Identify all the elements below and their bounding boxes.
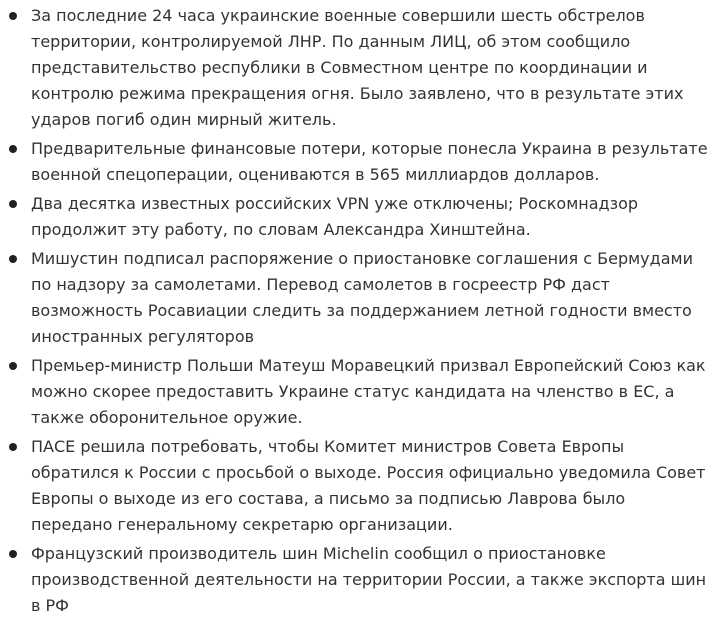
bullet-icon <box>9 255 17 263</box>
list-item <box>0 434 724 538</box>
list-item-text: Два десятка известных российских VPN уже отключены; Роскомнадзор продолжит эту работу, по словам Александра Хинштейна. <box>31 194 639 239</box>
list-item-text: Предварительные финансовые потери, которые понесла Украина в результате военной спецоперации, оцениваются в 565 миллиардов долларов. <box>31 139 708 184</box>
list-item <box>0 3 724 133</box>
bullet-icon <box>9 145 17 153</box>
bullet-icon <box>9 443 17 451</box>
bullet-icon <box>9 200 17 208</box>
bullet-icon <box>9 362 17 370</box>
bullet-icon <box>9 550 17 558</box>
list-item <box>0 136 724 188</box>
list-item-text: За последние 24 часа украинские военные совершили шесть обстрелов территории, контролируемой ЛНР. По данным ЛИЦ, об этом сообщило представительство республики в Совместном центре по координации и контролю режима прекращения огня. Было заявлено, что в результате этих ударов погиб один мирный житель. <box>31 6 684 129</box>
list-item <box>0 246 724 350</box>
list-item <box>0 191 724 243</box>
list-item-text: ПАСЕ решила потребовать, чтобы Комитет министров Совета Европы обратился к России с просьбой о выходе. Россия официально уведомила Совет Европы о выходе из его состава, а письмо за подписью Лаврова было передано генеральному секретарю организации. <box>31 437 706 534</box>
bullet-icon <box>9 12 17 20</box>
news-list <box>0 3 724 622</box>
list-item-text: Премьер-министр Польши Матеуш Моравецкий призвал Европейский Союз как можно скорее предоставить Украине статус кандидата на членство в ЕС, а также оборонительное оружие. <box>31 356 706 427</box>
list-item-text: Французский производитель шин Michelin сообщил о приостановке производственной деятельности на территории России, а также экспорта шин в РФ <box>31 544 707 615</box>
list-item-text: Мишустин подписал распоряжение о приостановке соглашения с Бермудами по надзору за самолетами. Перевод самолетов в госреестр РФ даст возможность Росавиации следить за поддержанием летной годности вместо иностранных регуляторов <box>31 249 693 346</box>
list-item <box>0 353 724 431</box>
